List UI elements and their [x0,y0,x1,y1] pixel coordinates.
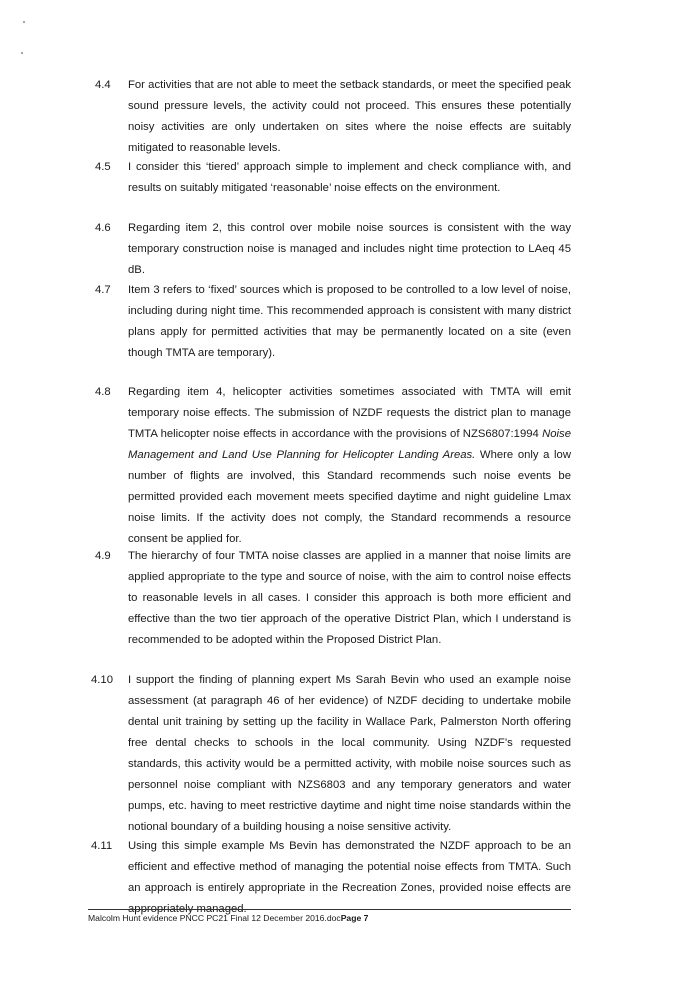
paragraph-number: 4.11 [91,840,113,852]
paragraph-number: 4.10 [91,674,113,686]
footer-doc-name: Malcolm Hunt evidence PNCC PC21 Final 12 December 2016.doc [88,913,341,923]
paragraph-number: 4.5 [95,161,111,173]
page-footer [88,912,368,924]
scan-speck [21,52,23,54]
paragraph-body: Item 3 refers to ‘fixed’ sources which is proposed to be controlled to a low level of noise, including during night time. This recommended approach is consistent with many district plans apply for permitted activities that may be permanently located on a site (even though TMTA are temporary). [128,284,571,359]
footer-page-number: Page 7 [340,913,369,923]
paragraph-text [128,280,571,364]
scan-speck [23,21,25,23]
paragraph-text [128,836,571,920]
footer-divider [88,909,571,910]
paragraph-number: 4.6 [95,222,111,234]
paragraph-body-end: Where only a low number of flights are involved, this Standard recommends such noise events be permitted provided each movement meets specified daytime and night guideline Lmax noise limits. If the activity does not comply, the Standard recommends a resource consent be applied for. [128,449,571,545]
paragraph-text [128,218,571,281]
paragraph-text [128,546,571,651]
paragraph-body: For activities that are not able to meet the setback standards, or meet the specified peak sound pressure levels, the activity could not proceed. This ensures these potentially noisy activities are only undertaken on sites where the noise effects are suitably mitigated to reasonable levels. [128,79,571,154]
paragraph-body [128,382,571,550]
paragraph-text [128,670,571,838]
paragraph-number: 4.8 [95,386,111,398]
paragraph-text [128,382,571,550]
paragraph-body-start: Regarding item 4, helicopter activities sometimes associated with TMTA will emit temporary noise effects. The submission of NZDF requests the district plan to manage TMTA helicopter noise effects in accordance with the provisions of NZS6807:1994 [128,386,571,440]
paragraph-number: 4.4 [95,79,111,91]
paragraph-text [128,157,571,199]
standard-title: Noise Management and Land Use Planning for Helicopter Landing Areas. [128,428,571,461]
paragraph-body: I consider this ‘tiered’ approach simple to implement and check compliance with, and results on suitably mitigated ‘reasonable’ noise effects on the environment. [128,161,571,194]
paragraph-number: 4.7 [95,284,111,296]
paragraph-body: Regarding item 2, this control over mobile noise sources is consistent with the way temporary construction noise is managed and includes night time protection to LAeq 45 dB. [128,222,571,276]
paragraph-body: Using this simple example Ms Bevin has demonstrated the NZDF approach to be an efficient and effective method of managing the potential noise effects from TMTA. Such an approach is entirely appropriate in the Recreation Zones, provided noise effects are appropriately managed. [128,840,571,915]
paragraph-text [128,75,571,159]
paragraph-body: I support the finding of planning expert Ms Sarah Bevin who used an example noise assessment (at paragraph 46 of her evidence) of NZDF deciding to undertake mobile dental unit training by setting up the facility in Wallace Park, Palmerston North offering free dental checks to schools in the local community. Using NZDF’s requested standards, this activity would be a permitted activity, with mobile noise sources such as personnel noise compliant with NZS6803 and any temporary generators and water pumps, etc. having to meet restrictive daytime and night time noise standards within the notional boundary of a building housing a noise sensitive activity. [128,674,571,833]
paragraph-body: The hierarchy of four TMTA noise classes are applied in a manner that noise limits are applied appropriate to the type and source of noise, with the aim to control noise effects to reasonable levels in all cases. I consider this approach is both more efficient and effective than the two tier approach of the operative District Plan, which I understand is recommended to be adopted within the Proposed District Plan. [128,550,571,646]
paragraph-number: 4.9 [95,550,111,562]
